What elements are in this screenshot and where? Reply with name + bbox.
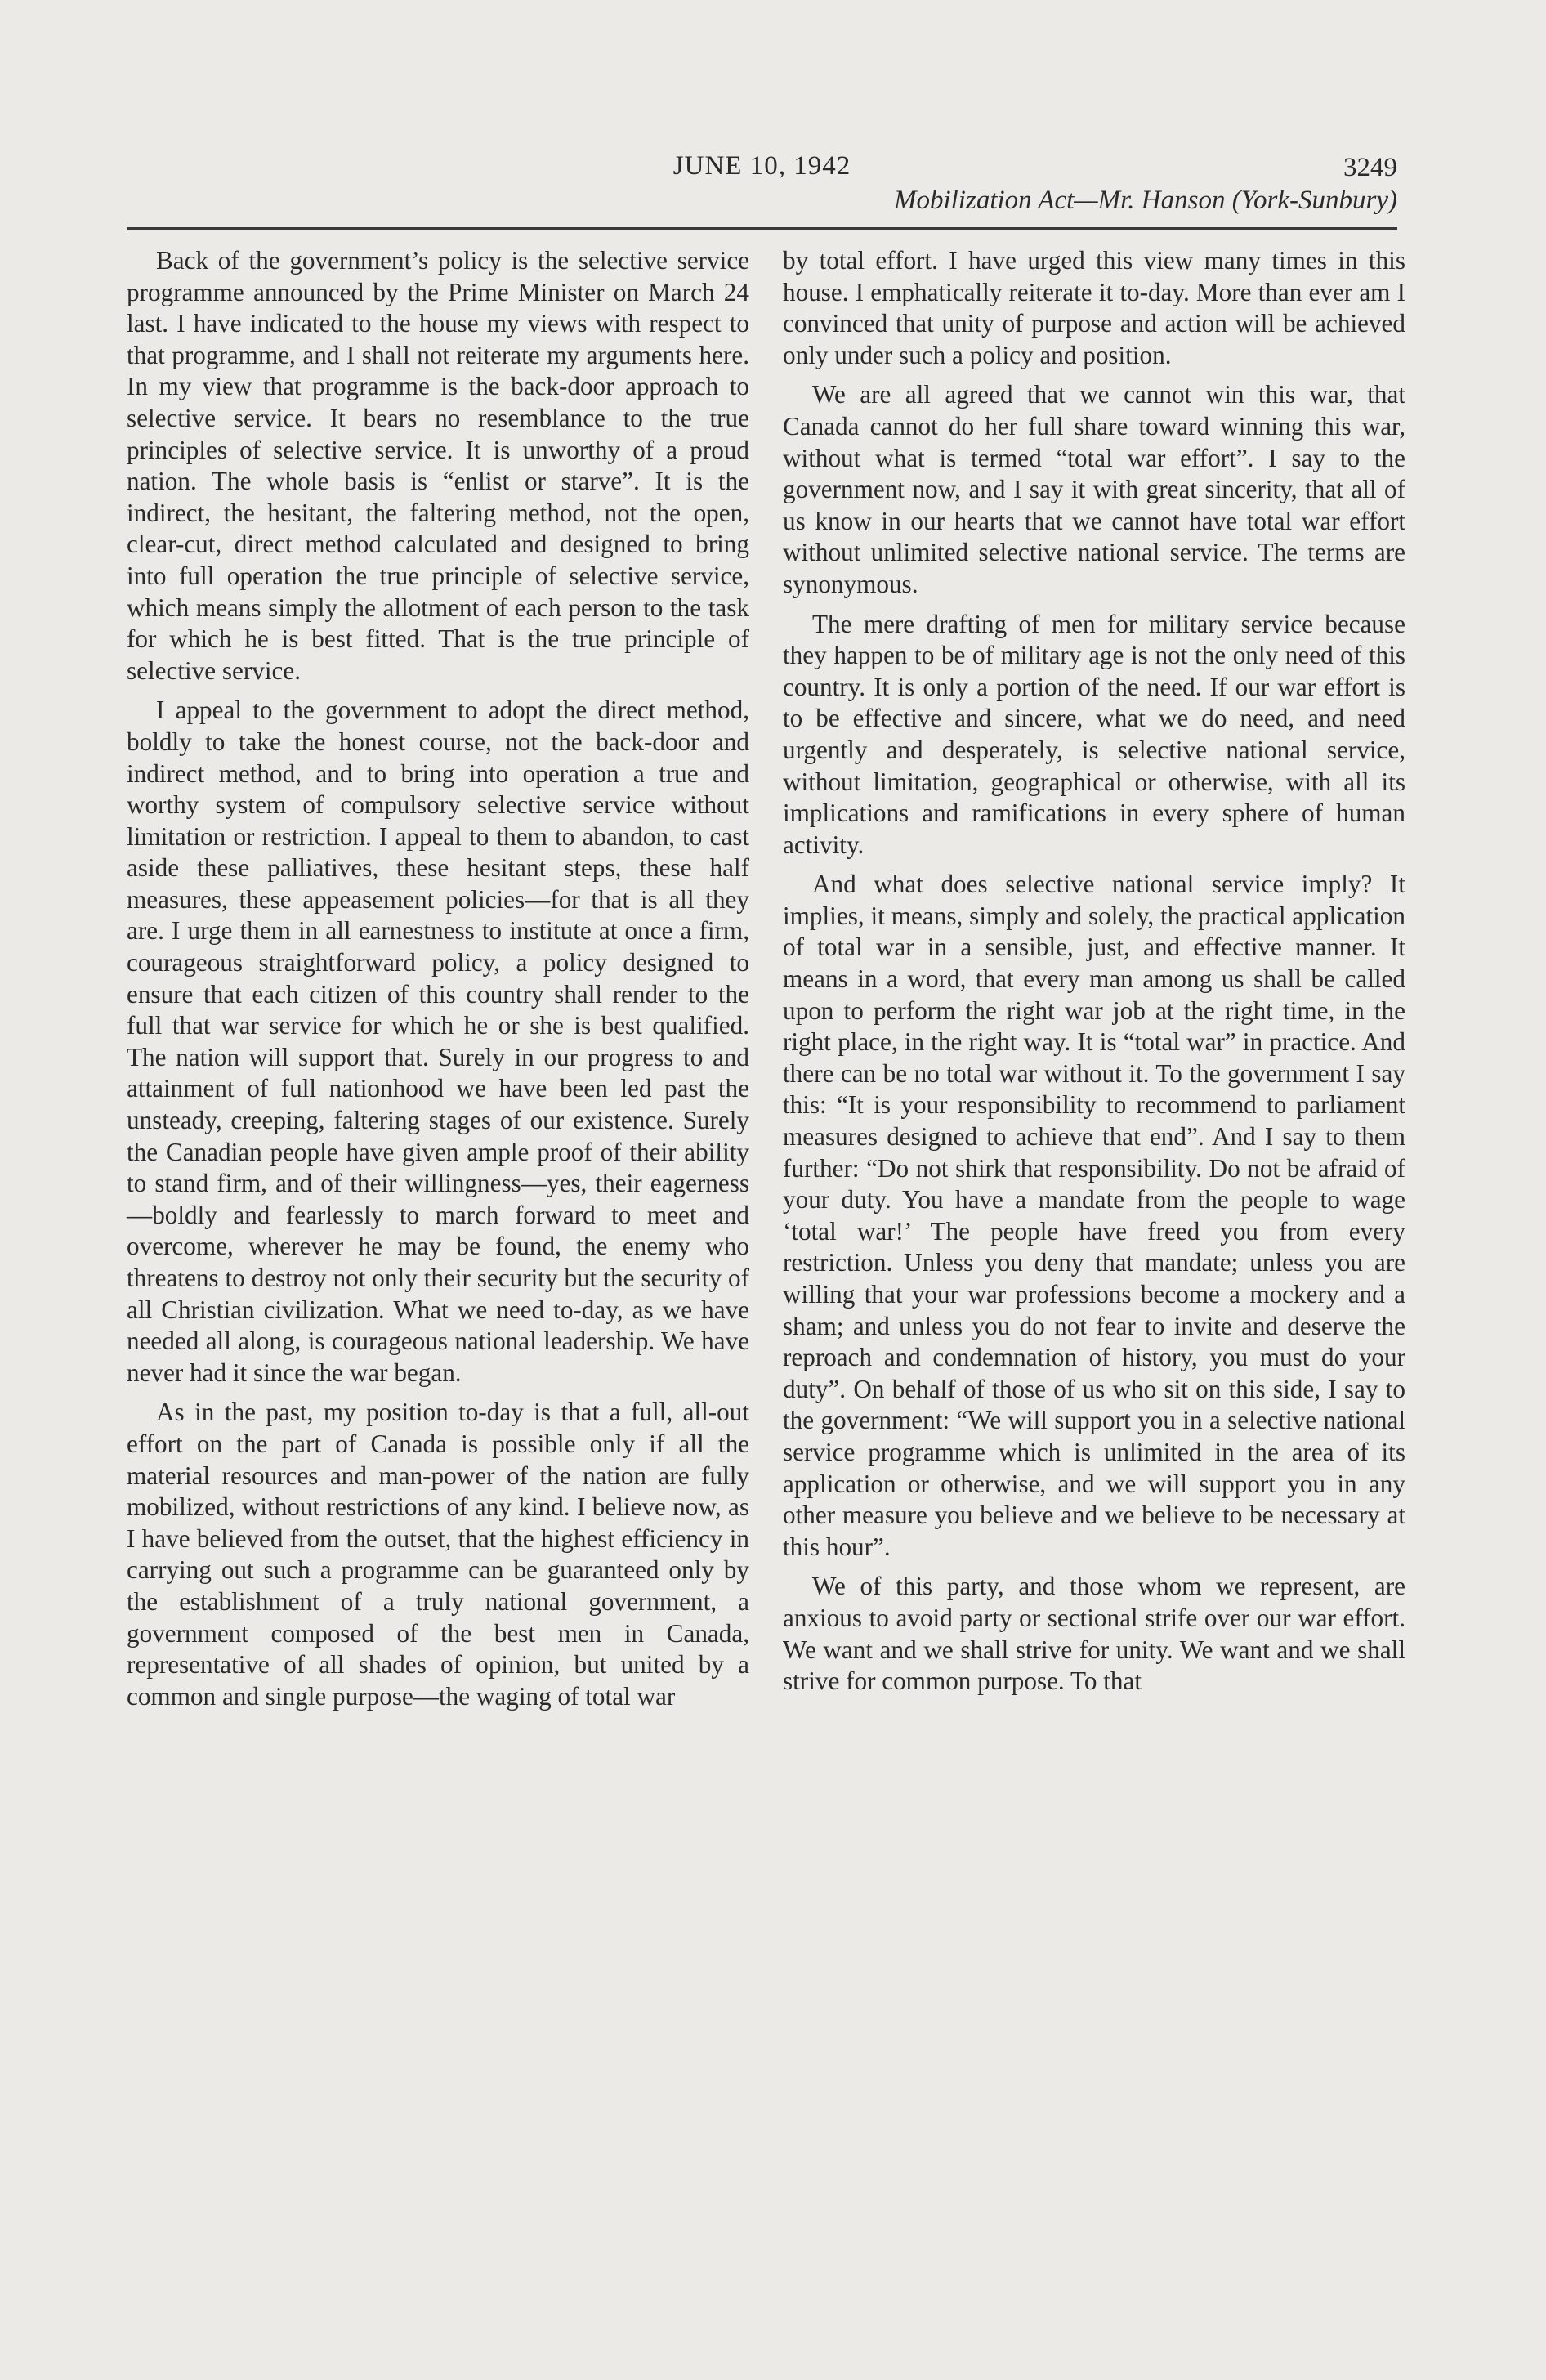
paragraph: And what does selective national service imply? It implies, it means, simply and solely, the practical application of total war in a sensible, just, and effective manner. It means in a word, that every man among us shall be called upon to perform the right war job at the right time, in the right place, in the right way. It is “total war” in practice. And there can be no total war without it. To the government I say this: “It is your responsibility to recommend to parliament measures designed to achieve that end”. And I say to them further: “Do not shirk that responsibility. Do not be afraid of your duty. You have a mandate from the people to wage ‘total war!’ The people have freed you from every restriction. Unless you deny that mandate; unless you are willing that your war professions become a mockery and a sham; and unless you do not fear to invite and deserve the reproach and condemnation of history, you must do your duty”. On behalf of those of us who sit on this side, I say to the government: “We will support you in a selective national service programme which is unlimited in the area of its application or otherwise, and we will support you in any other measure you believe and we believe to be necessary at this hour”. [783, 870, 1405, 1561]
running-title: Mobilization Act—Mr. Hanson (York-Sunbury) [893, 186, 1397, 215]
page-number: 3249 [1343, 153, 1397, 182]
header-date: JUNE 10, 1942 [672, 151, 851, 181]
page-header [127, 151, 1397, 226]
paragraph-continued: by total effort. I have urged this view many times in this house. I emphatically reiterate it to-day. More than ever am I convinced that unity of purpose and action will be achieved only under such a policy and position. [783, 246, 1405, 369]
paragraph: Back of the government’s policy is the selective service programme announced by the Prime Minister on March 24 last. I have indicated to the house my views with respect to that programme, and I shall not reiterate my arguments here. In my view that programme is the back-door approach to selective service. It bears no resemblance to the true principles of selective service. It is unworthy of a proud nation. The whole basis is “enlist or starve”. It is the indirect, the hesitant, the faltering method, not the open, clear-cut, direct method calculated and designed to bring into full operation the true principle of selective service, which means simply the allotment of each person to the task for which he is best fitted. That is the true principle of selective service. [127, 246, 749, 685]
left-column [127, 245, 749, 1720]
right-column [783, 245, 1405, 1706]
paragraph: I appeal to the government to adopt the direct method, boldly to take the honest course, not the back-door and indirect method, and to bring into operation a true and worthy system of compulsory selective service without limitation or restriction. I appeal to them to abandon, to cast aside these palliatives, these hesitant steps, these half measures, these appeasement policies—for that is all they are. I urge them in all earnestness to institute at once a firm, courageous straightforward policy, a policy designed to ensure that each citizen of this country shall render to the full that war service for which he or she is best qualified. The nation will support that. Surely in our progress to and attainment of full nationhood we have been led past the unsteady, creeping, faltering stages of our existence. Surely the Canadian people have given ample proof of their ability to stand firm, and of their willingness—yes, their eagerness—boldly and fearlessly to march forward to meet and overcome, wherever he may be found, the enemy who threatens to destroy not only their security but the security of all Christian civilization. What we need to-day, as we have needed all along, is courageous national leadership. We have never had it since the war began. [127, 696, 749, 1387]
header-rule [127, 227, 1397, 230]
paragraph: The mere drafting of men for military service because they happen to be of military age is not the only need of this country. It is only a portion of the need. If our war effort is to be effective and sincere, what we do need, and need urgently and desperately, is selective national service, without limitation, geographical or otherwise, with all its implications and ramifications in every sphere of human activity. [783, 609, 1405, 859]
paragraph: We are all agreed that we cannot win this war, that Canada cannot do her full share toward winning this war, without what is termed “total war effort”. I say to the government now, and I say it with great sincerity, that all of us know in our hearts that we cannot have total war effort without unlimited selective national service. The terms are synonymous. [783, 380, 1405, 598]
paragraph: We of this party, and those whom we represent, are anxious to avoid party or sectional strife over our war effort. We want and we shall strive for unity. We want and we shall strive for common purpose. To that [783, 1572, 1405, 1696]
paragraph: As in the past, my position to-day is that a full, all-out effort on the part of Canada is possible only if all the material resources and man-power of the nation are fully mobilized, without restrictions of any kind. I believe now, as I have believed from the outset, that the highest efficiency in carrying out such a programme can be guaranteed only by the establishment of a truly national government, a government composed of the best men in Canada, representative of all shades of opinion, but united by a common and single purpose—the waging of total war [127, 1398, 749, 1711]
